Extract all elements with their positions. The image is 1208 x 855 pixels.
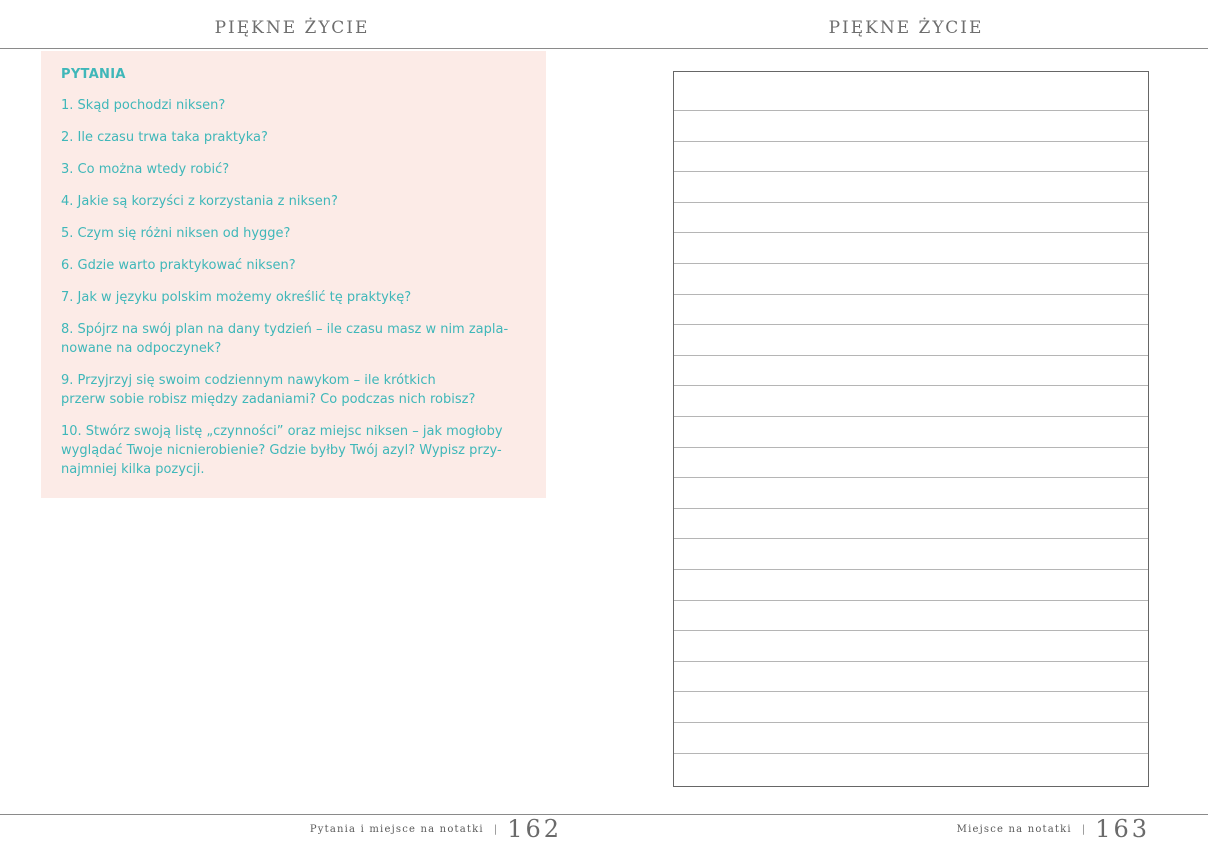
note-line bbox=[674, 110, 1148, 111]
question-item: 7. Jak w języku polskim możemy określić tę praktykę? bbox=[61, 290, 412, 305]
note-line bbox=[674, 416, 1148, 417]
question-item: 10. Stwórz swoją listę „czynności” oraz miejsc niksen – jak mogłoby wyglądać Twoje nicnierobienie? Gdzie byłby Twój azyl? Wypisz przy- najmniej kilka pozycji. bbox=[61, 424, 503, 477]
note-line bbox=[674, 232, 1148, 233]
note-line bbox=[674, 477, 1148, 478]
footer-section-label: Miejsce na notatki bbox=[956, 823, 1072, 835]
header-rule bbox=[604, 48, 1208, 49]
questions-title: PYTANIA bbox=[61, 67, 126, 82]
note-line bbox=[674, 508, 1148, 509]
running-head: PIĘKNE ŻYCIE bbox=[828, 18, 984, 38]
note-line bbox=[674, 355, 1148, 356]
running-head: PIĘKNE ŻYCIE bbox=[214, 18, 370, 38]
notes-area[interactable] bbox=[673, 71, 1149, 787]
note-line bbox=[674, 294, 1148, 295]
footer-section-label: Pytania i miejsce na notatki bbox=[309, 823, 484, 835]
questions-box bbox=[41, 51, 546, 498]
question-item: 1. Skąd pochodzi niksen? bbox=[61, 98, 226, 113]
page-footer bbox=[957, 814, 1150, 844]
note-line bbox=[674, 171, 1148, 172]
note-line bbox=[674, 141, 1148, 142]
note-line bbox=[674, 691, 1148, 692]
note-line bbox=[674, 385, 1148, 386]
question-item: 8. Spójrz na swój plan na dany tydzień – ile czasu masz w nim zapla- nowane na odpoczynek? bbox=[61, 322, 509, 356]
question-item: 2. Ile czasu trwa taka praktyka? bbox=[61, 130, 268, 145]
right-page bbox=[604, 0, 1208, 855]
note-line bbox=[674, 202, 1148, 203]
questions-list bbox=[61, 96, 526, 479]
question-item: 5. Czym się różni niksen od hygge? bbox=[61, 226, 291, 241]
note-line bbox=[674, 447, 1148, 448]
question-item: 4. Jakie są korzyści z korzystania z niksen? bbox=[61, 194, 338, 209]
note-line bbox=[674, 324, 1148, 325]
question-item: 9. Przyjrzyj się swoim codziennym nawykom – ile krótkich przerw sobie robisz między zadaniami? Co podczas nich robisz? bbox=[61, 373, 476, 407]
header-rule bbox=[0, 48, 604, 49]
note-line bbox=[674, 630, 1148, 631]
footer-separator: | bbox=[493, 823, 498, 835]
note-line bbox=[674, 753, 1148, 754]
page-number: 162 bbox=[507, 815, 562, 843]
question-item: 6. Gdzie warto praktykować niksen? bbox=[61, 258, 296, 273]
question-item: 3. Co można wtedy robić? bbox=[61, 162, 230, 177]
page-footer bbox=[310, 814, 562, 844]
note-line bbox=[674, 569, 1148, 570]
note-line bbox=[674, 538, 1148, 539]
note-line bbox=[674, 661, 1148, 662]
page-number: 163 bbox=[1095, 815, 1150, 843]
note-line bbox=[674, 722, 1148, 723]
note-line bbox=[674, 600, 1148, 601]
footer-separator: | bbox=[1081, 823, 1086, 835]
note-line bbox=[674, 263, 1148, 264]
